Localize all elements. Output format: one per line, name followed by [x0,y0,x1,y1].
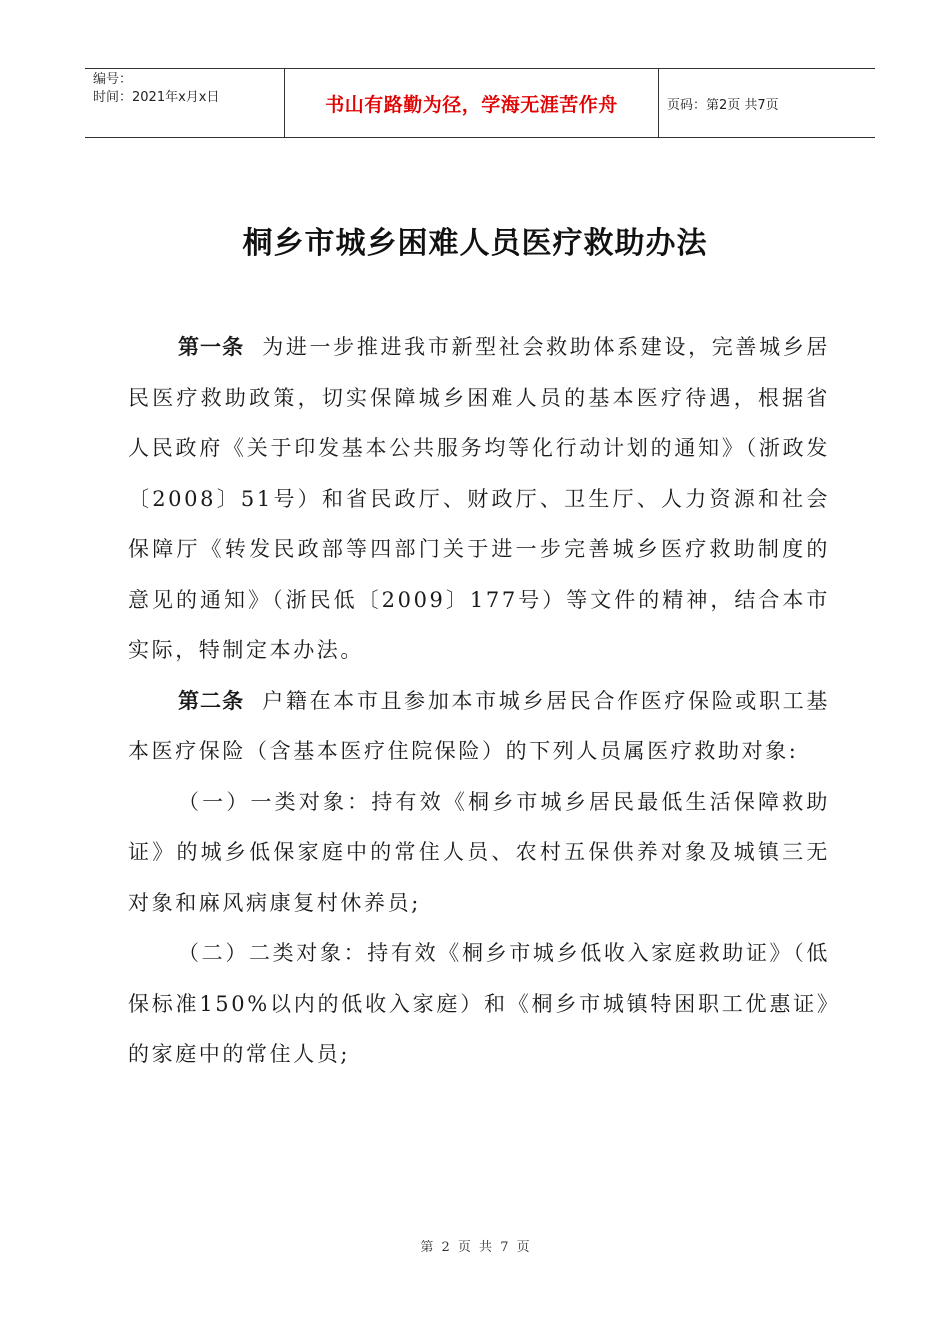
clause-text: （二）二类对象：持有效《桐乡市城乡低收入家庭救助证》（低保标准150%以内的低收入家庭）和《桐乡市城镇特困职工优惠证》的家庭中的常住人员; [128,941,830,1066]
article-text: 为进一步推进我市新型社会救助体系建设，完善城乡居民医疗救助政策，切实保障城乡困难人员的基本医疗待遇，根据省人民政府《关于印发基本公共服务均等化行动计划的通知》（浙政发〔2008〕51号）和省民政厅、财政厅、卫生厅、人力资源和社会保障厅《转发民政部等四部门关于进一步完善城乡医疗救助制度的意见的通知》（浙民低〔2009〕177号）等文件的精神，结合本市实际，特制定本办法。 [128,335,830,662]
article-lead: 第一条 [178,335,245,359]
header-page-cell [659,69,875,137]
header-page-number: 页码：第2页 共7页 [667,97,779,113]
article-text: 户籍在本市且参加本市城乡居民合作医疗保险或职工基本医疗保险（含基本医疗住院保险）的下列人员属医疗救助对象: [128,688,830,763]
clause-paragraph [128,928,830,1080]
document-number-label: 编号： [93,72,133,87]
page-header [85,68,875,138]
header-motto-cell [285,69,659,137]
article-paragraph [128,676,830,777]
page-footer: 第 2 页 共 7 页 [420,1240,530,1255]
clause-paragraph [128,777,830,929]
article-paragraph [128,322,830,676]
article-lead: 第二条 [178,688,245,713]
header-meta [85,69,285,137]
document-time-label: 时间：2021年x月x日 [93,90,220,105]
header-motto: 书山有路勤为径，学海无涯苦作舟 [325,93,618,116]
document-title: 桐乡市城乡困难人员医疗救助办法 [242,226,708,261]
document-body [128,322,830,1080]
clause-text: （一）一类对象：持有效《桐乡市城乡居民最低生活保障救助证》的城乡低保家庭中的常住人员、农村五保供养对象及城镇三无对象和麻风病康复村休养员; [128,789,830,915]
